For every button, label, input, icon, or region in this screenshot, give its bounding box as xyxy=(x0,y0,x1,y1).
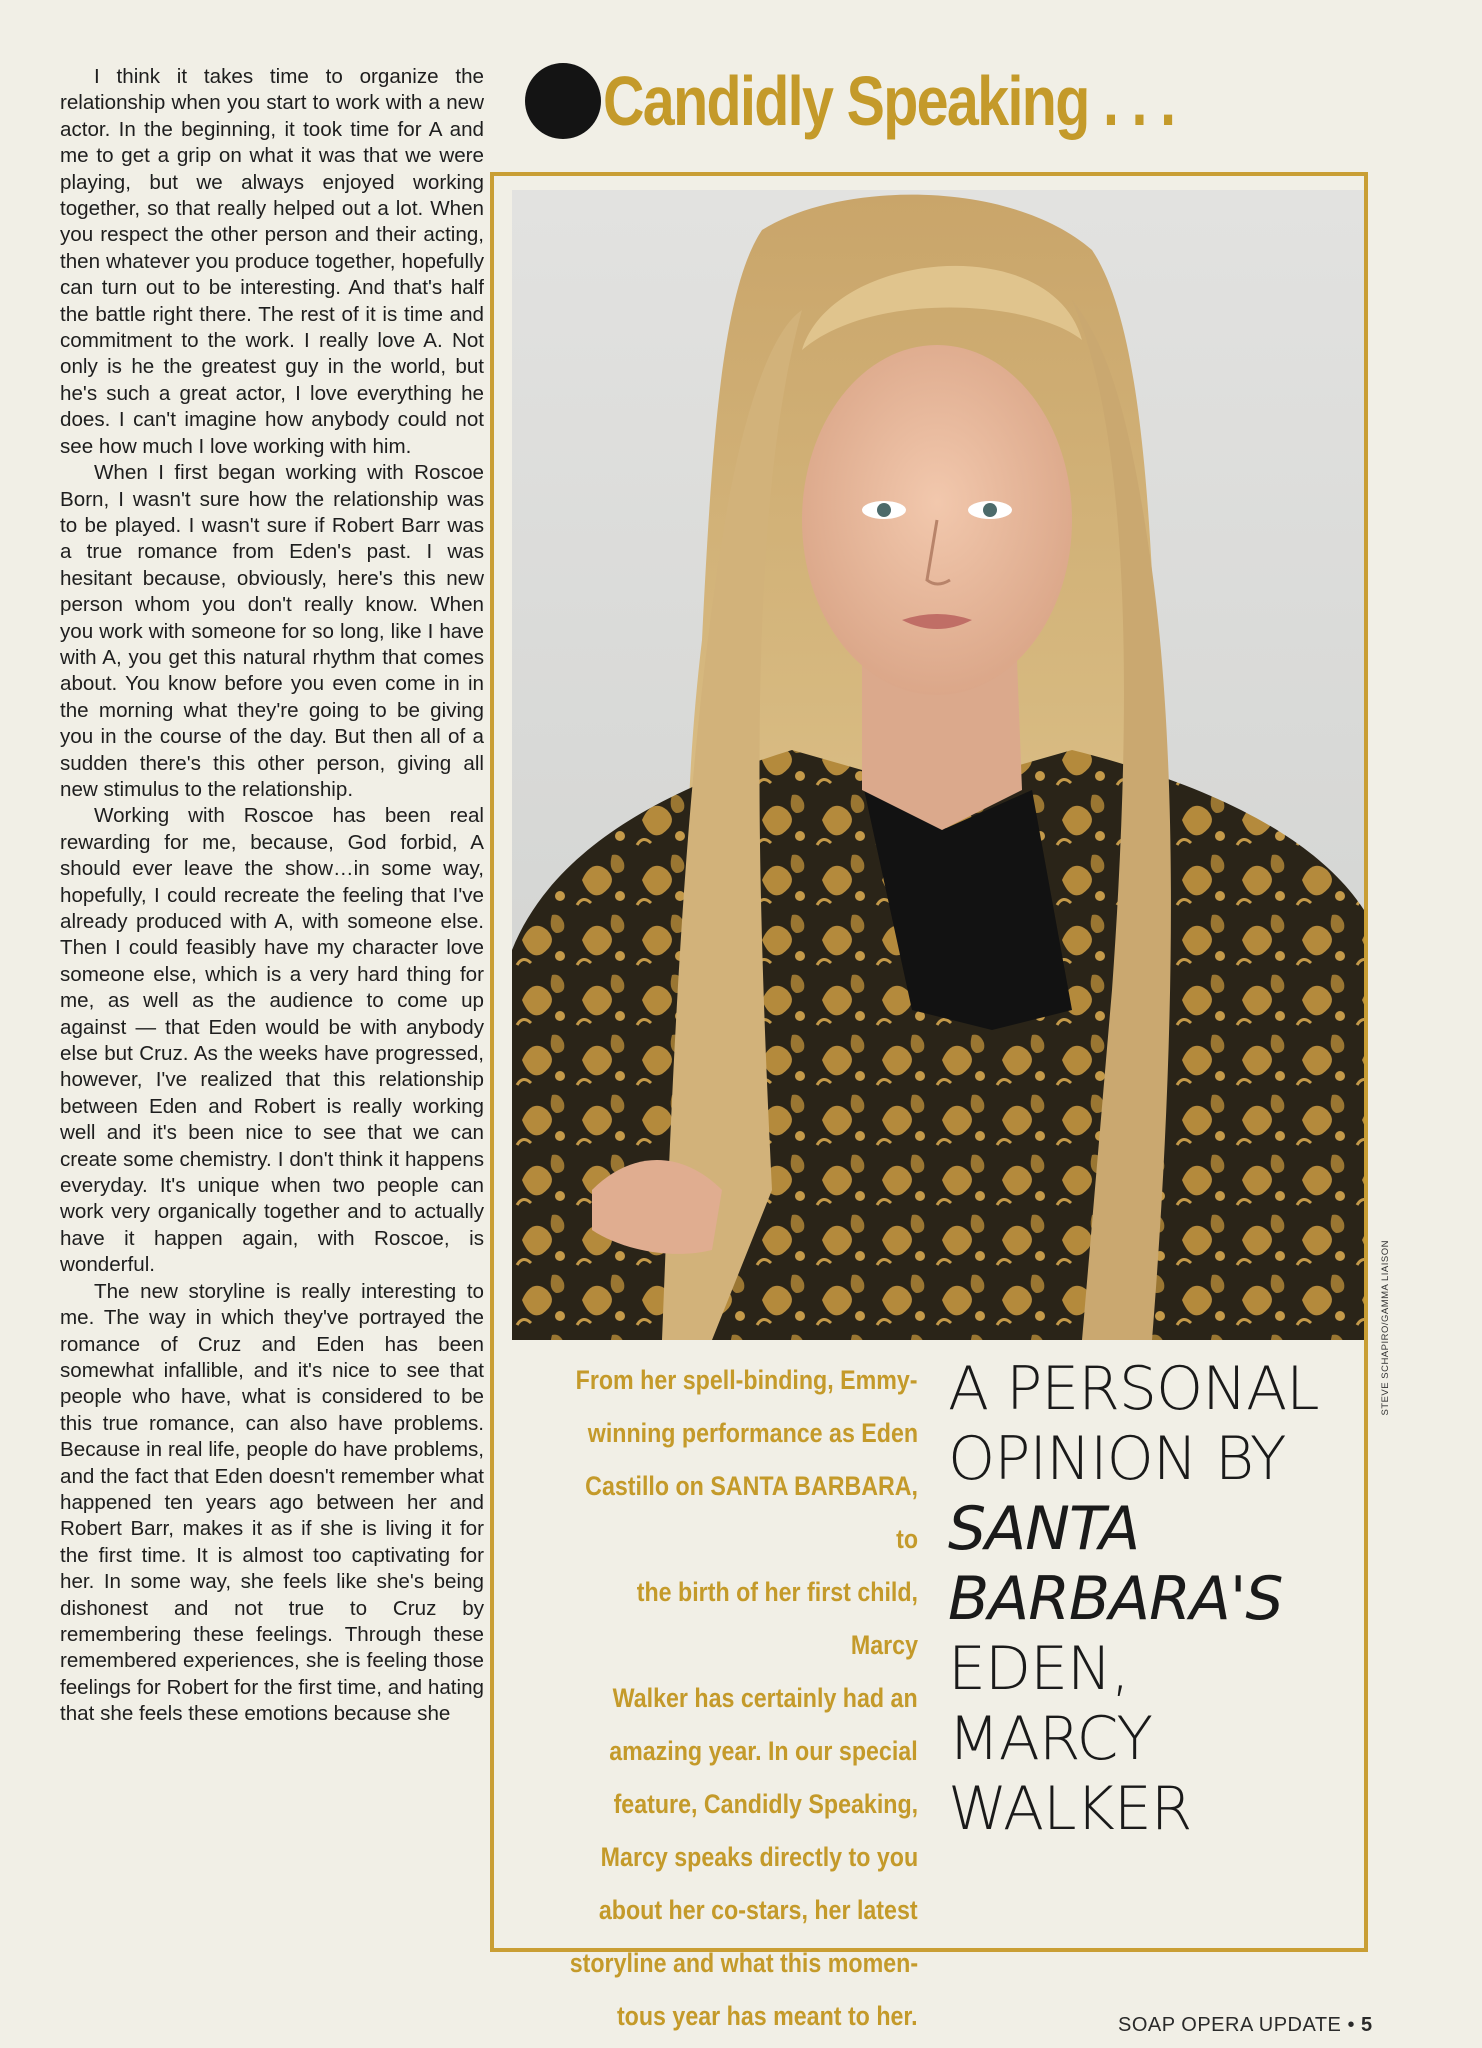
intro-line: about her co-stars, her latest xyxy=(599,1895,918,1925)
portrait-photo xyxy=(512,190,1364,1340)
body-paragraph-2: When I first began working with Roscoe Born, I wasn't sure how the relationship was to be played. I wasn't sure if Robert Barr was a true romance from Eden's past. I was hesitant because, obviously, here's this new person whom you don't really know. When you work with someone for so long, like I have with A, you get this natural rhythm that comes about. You know before you even come in in the morning what they're going to be giving you in the course of the day. But then all of a sudden there's this other person, giving all new stimulus to the relationship. xyxy=(60,461,484,801)
footer-separator: • xyxy=(1347,2014,1355,2036)
opinion-line: OPINION BY xyxy=(948,1424,1286,1494)
article-body xyxy=(60,64,484,1728)
section-header xyxy=(525,56,1300,146)
intro-line: tous year has meant to her. xyxy=(617,2001,918,2031)
body-paragraph-3: Working with Roscoe has been real rewarding for me, because, God forbid, A should ever leave the show…in some way, hopefully, I could recreate the feeling that I've already produced with A, with someone else. Then I could feasibly have my character love someone else, which is a very hard thing for me, as well as the audience to come up against — that Eden would be with anybody else but Cruz. As the weeks have progressed, however, I've realized that this relationship between Eden and Robert is really working well and it's been nice to see that we can create some chemistry. I don't think it happens everyday. It's unique when two people can work very organically together and to actually have it happen again, with Roscoe, is wonderful. xyxy=(60,804,484,1277)
page-footer xyxy=(1118,2014,1373,2037)
opinion-line: A PERSONAL xyxy=(948,1354,1319,1424)
body-paragraph-1: I think it takes time to organize the relationship when you start to work with a new actor. In the beginning, it took time for A and me to get a grip on what it was that we were playing, but we always enjoyed working together, so that really helped out a lot. When you respect the other person and their acting, then whatever you produce together, hopefully can turn out to be interesting. And that's half the battle right there. The rest of it is time and commitment to the work. I really love A. Not only is he the greatest guy in the world, but he's such a great actor, I love everything he does. I can't imagine how anybody could not see how much I love working with him. xyxy=(60,65,484,458)
opinion-line: WALKER xyxy=(948,1774,1192,1844)
portrait-illustration xyxy=(512,190,1364,1340)
intro-line: From her spell-binding, Emmy- xyxy=(576,1365,918,1395)
intro-line: Walker has certainly had an xyxy=(613,1683,918,1713)
body-paragraph-4: The new storyline is really interesting to me. The way in which they've portrayed the romance of Cruz and Eden has been somewhat infallible, and it's nice to see that people who have, what is considered to be this true romance, can also have problems. Because in real life, people do have problems, and the fact that Eden doesn't remember what happened ten years ago between her and Robert Barr, makes it as if she is living it for the first time. It is almost too captivating for her. In some way, she feels like she's being dishonest and not true to Cruz by remembering these feelings. Through these remembered experiences, she is feeling those feelings for Robert for the first time, and hating that she feels these emotions because she xyxy=(60,1279,484,1726)
photo-credit: STEVE SCHAPIRO/GAMMA LIAISON xyxy=(1380,1240,1391,1416)
intro-line: feature, Candidly Speaking, xyxy=(613,1789,918,1819)
opinion-headline xyxy=(948,1354,1358,1844)
black-dot-icon xyxy=(525,63,601,139)
intro-line: Castillo on SANTA BARBARA, to xyxy=(585,1471,918,1554)
opinion-line: BARBARA'S xyxy=(948,1564,1283,1634)
intro-line: Marcy speaks directly to you xyxy=(600,1842,918,1872)
opinion-line: MARCY xyxy=(948,1704,1153,1774)
intro-blurb xyxy=(508,1354,918,2043)
magazine-name: SOAP OPERA UPDATE xyxy=(1118,2014,1342,2036)
intro-line: amazing year. In our special xyxy=(609,1736,918,1766)
opinion-line: SANTA xyxy=(948,1494,1140,1564)
section-title: Candidly Speaking . . . xyxy=(603,62,1175,140)
intro-line: storyline and what this momen- xyxy=(569,1948,918,1978)
intro-line: winning performance as Eden xyxy=(587,1418,918,1448)
intro-line: the birth of her first child, Marcy xyxy=(636,1577,918,1660)
opinion-line: EDEN, xyxy=(948,1634,1129,1704)
page-number: 5 xyxy=(1361,2014,1373,2036)
